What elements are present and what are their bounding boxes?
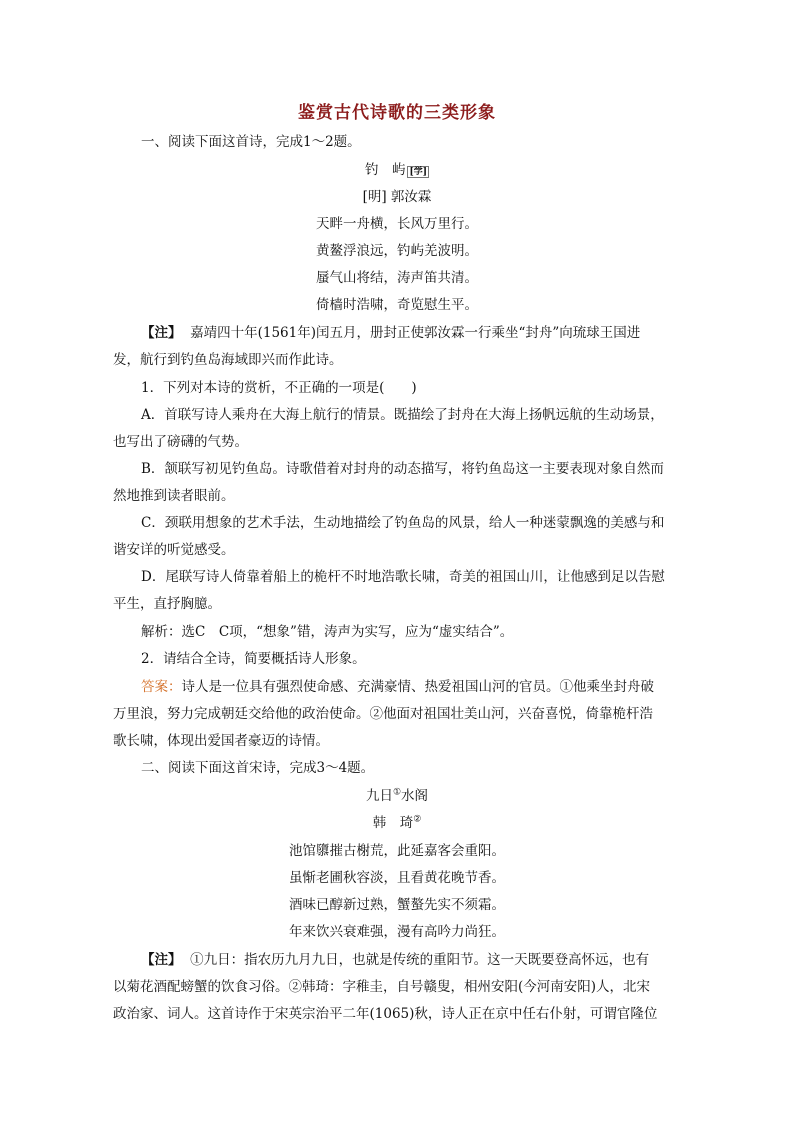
option-a: A．首联写诗人乘舟在大海上航行的情景。既描绘了封舟在大海上扬帆远航的生动场景， — [141, 407, 664, 423]
poem2-title — [0, 787, 794, 805]
answer-label: 答案： — [141, 679, 182, 695]
option-a-cont: 也写出了磅礴的气势。 — [113, 434, 248, 450]
poem2-title-text: 九日 — [365, 788, 393, 804]
option-b-cont: 然地推到读者眼前。 — [113, 488, 235, 504]
question-1: 1．下列对本诗的赏析，不正确的一项是( ) — [141, 380, 417, 396]
poem2-line: 池馆隳摧古榭荒，此延嘉客会重阳。 — [289, 843, 505, 859]
note2-line — [141, 951, 649, 969]
section1-instruction: 一、阅读下面这首诗，完成1～2题。 — [141, 134, 361, 150]
question-2: 2．请结合全诗，简要概括诗人形象。 — [141, 651, 366, 667]
answer-cont: 歌长啸，体现出爱国者豪迈的诗情。 — [113, 733, 329, 749]
note-label: 【注】 — [141, 952, 182, 968]
option-c: C．颈联用想象的艺术手法，生动地描绘了钓鱼岛的风景，给人一种迷蒙飘逸的美感与和 — [141, 515, 665, 531]
analysis-label: 解析： — [141, 624, 182, 640]
answer-line — [141, 678, 654, 696]
poem1-line: 黄鳌浮浪远，钓屿羌波明。 — [316, 243, 478, 259]
poem2-line: 酒味已醇新过熟，蟹螯先实不须霜。 — [289, 897, 505, 913]
page-title: 鉴赏古代诗歌的三类形象 — [298, 103, 496, 123]
note1-line: 发，航行到钓鱼岛海域即兴而作此诗。 — [113, 352, 343, 368]
poem1-line: 蜃气山将结，涛声笛共清。 — [316, 270, 478, 286]
watermark-mark: [学] — [409, 167, 428, 177]
poem1-title-line — [0, 161, 794, 181]
footnote-marker: ① — [392, 787, 402, 798]
poem2-line: 虽惭老圃秋容淡，且看黄花晚节香。 — [289, 870, 505, 886]
note-text: ①九日：指农历九月九日，也就是传统的重阳节。这一天既要登高怀远，也有 — [190, 952, 650, 968]
poem2-title-text: 水阁 — [401, 788, 429, 804]
note2-cont: 政治家、词人。这首诗作于宋英宗治平二年(1065)秋，诗人正在京中任右仆射，可谓官隆位 — [113, 1006, 658, 1022]
option-d-cont: 平生，直抒胸臆。 — [113, 596, 221, 612]
section2-instruction: 二、阅读下面这首宋诗，完成3～4题。 — [141, 760, 375, 776]
option-b: B．颔联写初见钓鱼岛。诗歌借着对封舟的动态描写，将钓鱼岛这一主要表现对象自然而 — [141, 461, 664, 477]
note1-line — [141, 324, 640, 342]
analysis-line — [141, 623, 513, 641]
note-label: 【注】 — [141, 325, 182, 341]
option-d: D．尾联写诗人倚靠着船上的桅杆不时地浩歌长啸，奇美的祖国山川，让他感到足以告慰 — [141, 569, 665, 585]
poem2-author — [0, 814, 794, 832]
footnote-marker: ② — [413, 814, 422, 825]
poem1-author: [明] 郭汝霖 — [362, 189, 432, 205]
note2-cont: 以菊花酒配螃蟹的饮食习俗。②韩琦：字稚圭，自号赣叟，相州安阳(今河南安阳)人，北宋 — [113, 979, 651, 995]
note-text: 嘉靖四十年(1561年)闰五月，册封正使郭汝霖一行乘坐“封舟”向琉球王国进 — [190, 325, 641, 341]
poem1-line: 倚樯时浩啸，奇览慰生平。 — [316, 297, 478, 313]
poem2-line: 年来饮兴衰难强，漫有高吟力尚狂。 — [289, 924, 505, 940]
option-c-cont: 谐安详的听觉感受。 — [113, 542, 235, 558]
poem1-title: 钓 屿 — [364, 162, 406, 178]
answer-cont: 万里浪，努力完成朝廷交给他的政治使命。②他面对祖国壮美山河，兴奋喜悦，倚靠桅杆浩 — [113, 706, 653, 722]
poem1-line: 天畔一舟横，长风万里行。 — [316, 216, 478, 232]
answer-text: 诗人是一位具有强烈使命感、充满豪情、热爱祖国山河的官员。①他乘坐封舟破 — [181, 679, 654, 695]
analysis-text: 选C C项，“想象”错，涛声为实写，应为“虚实结合”。 — [181, 624, 514, 640]
author-name: 韩 琦 — [372, 815, 414, 831]
